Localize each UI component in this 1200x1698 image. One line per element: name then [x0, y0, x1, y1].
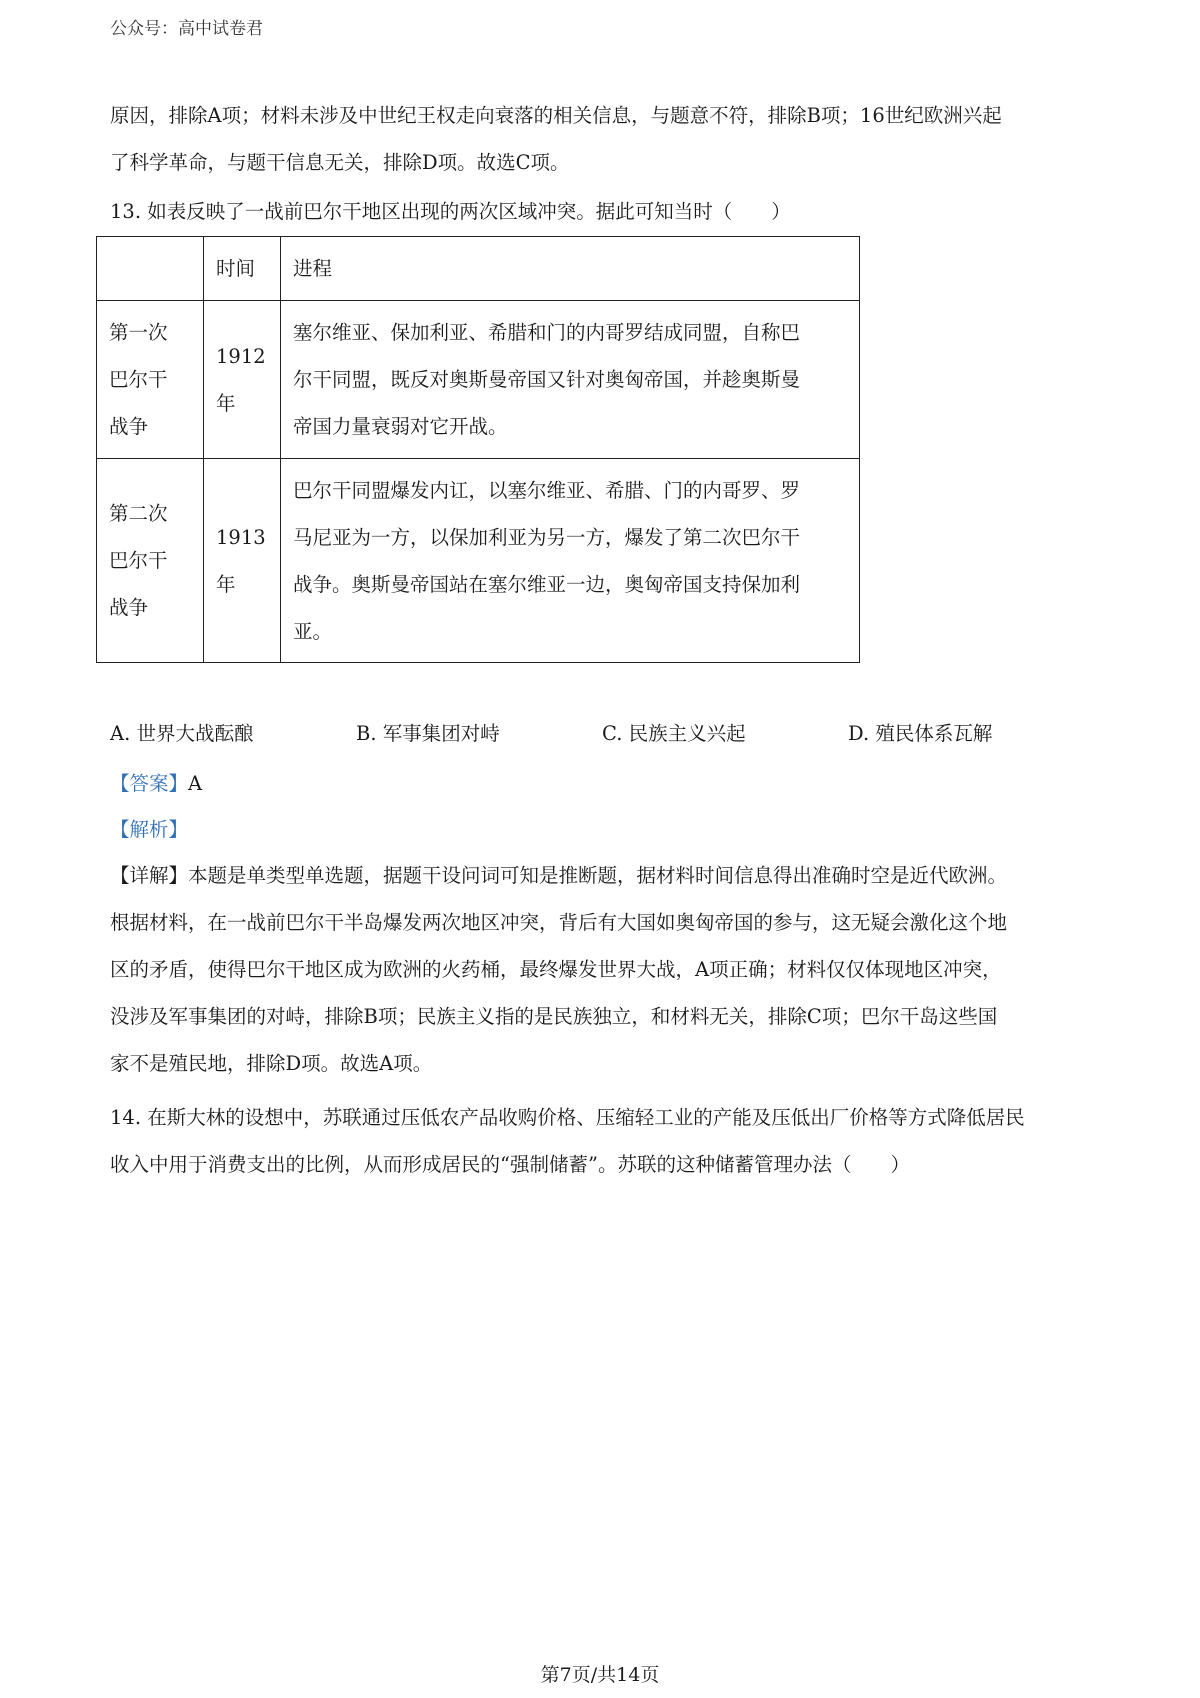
text-line: 根据材料，在一战前巴尔干半岛爆发两次地区冲突，背后有大国如奥匈帝国的参与，这无疑会激化这个地: [110, 911, 1008, 934]
table-header-cell: [97, 237, 204, 301]
answer-value: A: [188, 772, 203, 795]
analysis-label: 【解析】: [110, 818, 189, 841]
question-14-stem: [110, 1094, 1095, 1188]
table-header-cell: 时间: [204, 237, 281, 301]
text-line: 【详解】本题是单类型单选题，据题干设问词可知是推断题，据材料时间信息得出准确时空是近代欧洲。: [110, 864, 1008, 887]
option-a: A. 世界大战酝酿: [110, 722, 254, 745]
text-line: 14. 在斯大林的设想中，苏联通过压低农产品收购价格、压缩轻工业的产能及压低出厂价格等方式降低居民: [110, 1106, 1025, 1129]
option-b: B. 军事集团对峙: [356, 722, 500, 745]
war-name-cell: 第二次 巴尔干 战争: [97, 459, 204, 663]
prev-answer-text: [110, 92, 1095, 186]
page-header: 公众号：高中试卷君: [110, 19, 263, 39]
text-line: 原因，排除A项；材料未涉及中世纪王权走向衰落的相关信息，与题意不符，排除B项；16世纪欧洲兴起: [110, 104, 1002, 127]
question-13-stem: 13. 如表反映了一战前巴尔干地区出现的两次区域冲突。据此可知当时（ ）: [110, 200, 791, 223]
option-c: C. 民族主义兴起: [602, 722, 746, 745]
answer-label: 【答案】: [110, 772, 189, 795]
balkan-wars-table: [96, 236, 860, 663]
text-line: 区的矛盾，使得巴尔干地区成为欧洲的火药桶，最终爆发世界大战，A项正确；材料仅仅体现地区冲突，: [110, 958, 1002, 981]
table-row: [97, 459, 860, 663]
table-row: [97, 301, 860, 459]
war-content-cell: 巴尔干同盟爆发内讧，以塞尔维亚、希腊、门的内哥罗、罗 马尼亚为一方，以保加利亚为另一方，爆发了第二次巴尔干 战争。奥斯曼帝国站在塞尔维亚一边，奥匈帝国支持保加利 亚。: [281, 459, 860, 663]
detail-explanation: [110, 852, 1095, 1087]
war-content-cell: 塞尔维亚、保加利亚、希腊和门的内哥罗结成同盟，自称巴 尔干同盟，既反对奥斯曼帝国又针对奥匈帝国，并趁奥斯曼 帝国力量衰弱对它开战。: [281, 301, 860, 459]
war-time-cell: 1913 年: [204, 459, 281, 663]
war-time-cell: 1912 年: [204, 301, 281, 459]
table-header-row: [97, 237, 860, 301]
option-d: D. 殖民体系瓦解: [848, 722, 993, 745]
text-line: 收入中用于消费支出的比例，从而形成居民的“强制储蓄”。苏联的这种储蓄管理办法（ ）: [110, 1153, 910, 1176]
answer-line: [110, 760, 1095, 807]
war-name-cell: 第一次 巴尔干 战争: [97, 301, 204, 459]
text-line: 了科学革命，与题干信息无关，排除D项。故选C项。: [110, 151, 570, 174]
text-line: 没涉及军事集团的对峙，排除B项；民族主义指的是民族独立，和材料无关，排除C项；巴尔干岛这些国: [110, 1005, 998, 1028]
text-line: 家不是殖民地，排除D项。故选A项。: [110, 1052, 433, 1075]
table-header-cell: 进程: [281, 237, 860, 301]
page-number: 第7页/共14页: [540, 1664, 660, 1686]
